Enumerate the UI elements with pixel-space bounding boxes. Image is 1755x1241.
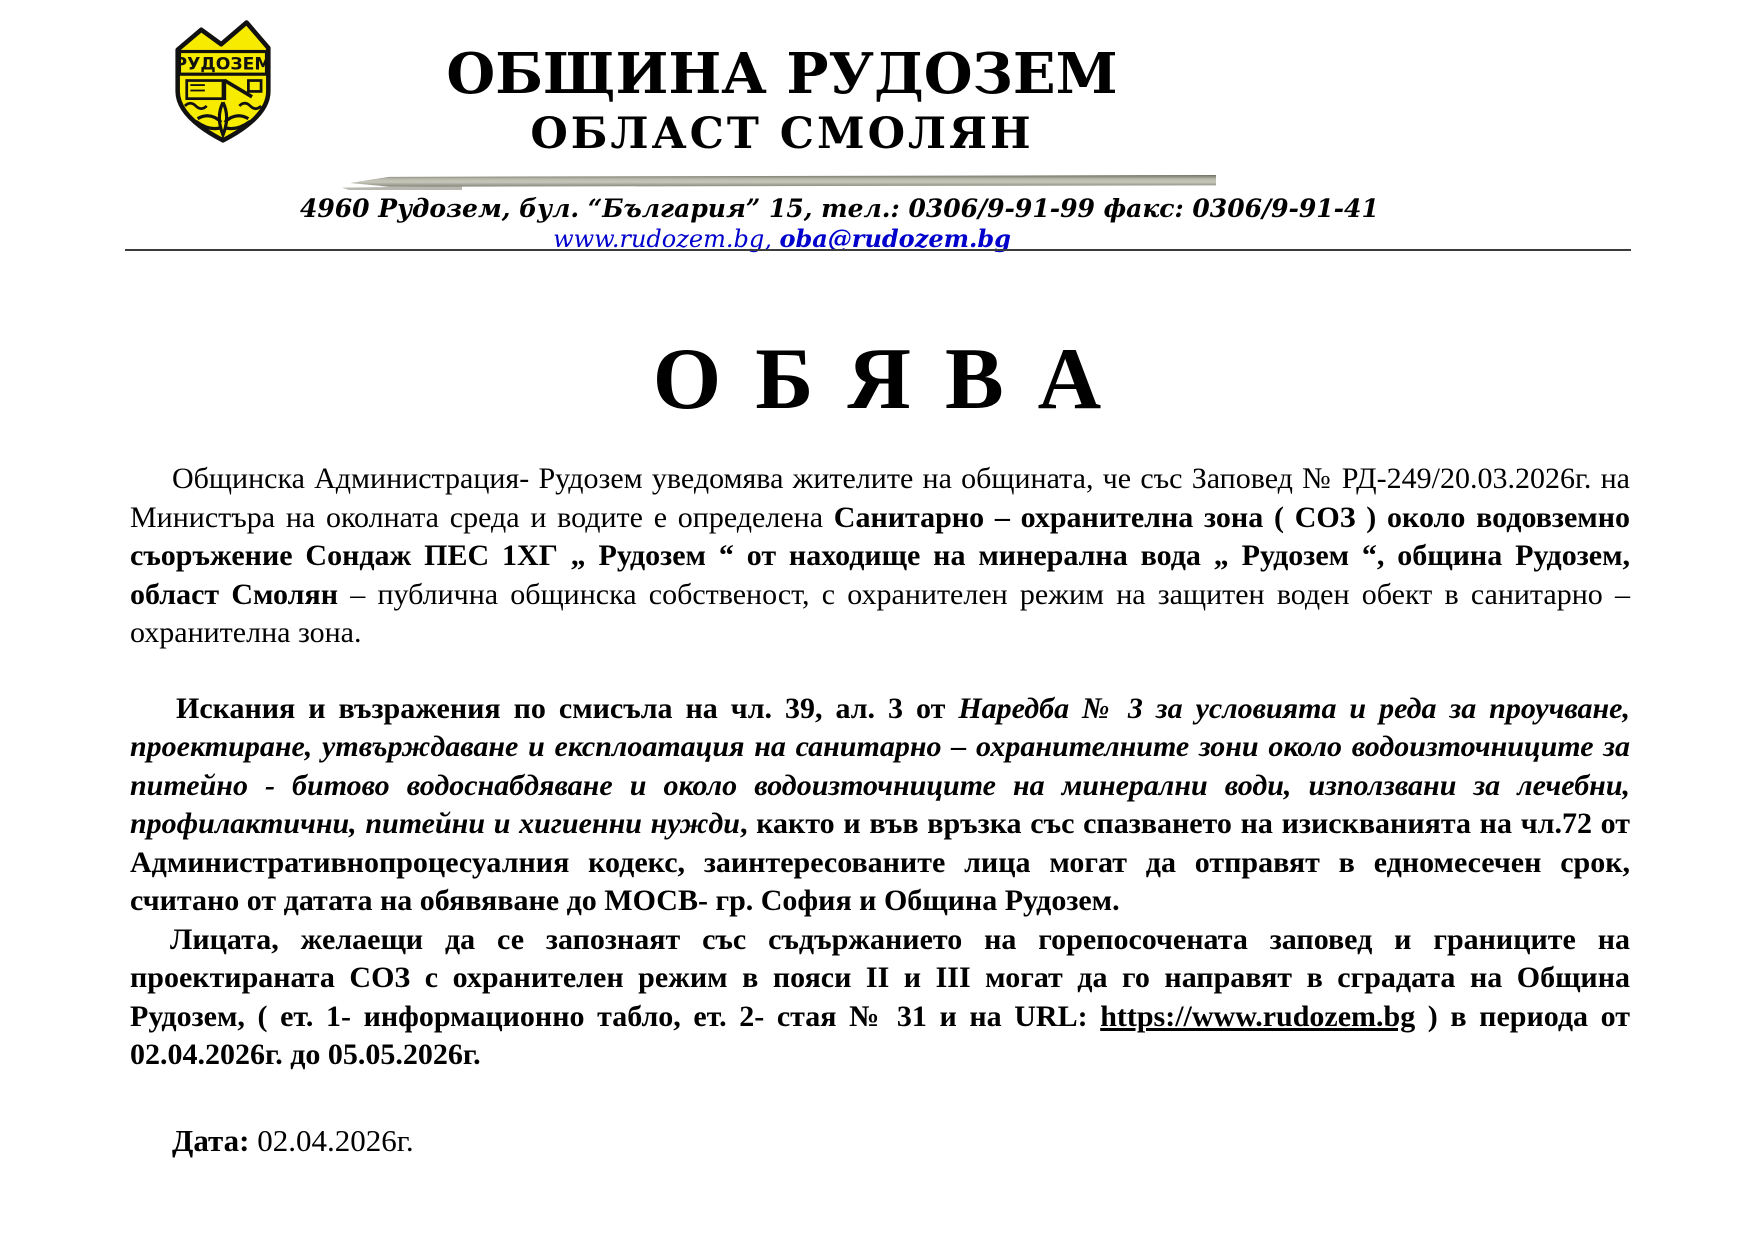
header-divider-3d xyxy=(350,175,1216,188)
crest-name-text: РУДОЗЕМ xyxy=(174,54,272,75)
municipality-crest-logo xyxy=(168,8,278,144)
rudozem-url-link[interactable]: https://www.rudozem.bg xyxy=(1100,999,1416,1033)
announcement-body xyxy=(130,460,1630,1160)
header-rule xyxy=(125,249,1631,251)
notice-text-normal-1: Общинска Администрация- Рудозем уведомява жителите на общината, че със Заповед № РД-249/20.03.2026г. на Министъра на околната среда и водите е определена xyxy=(130,462,1630,534)
paragraph-access-info xyxy=(130,921,1630,1075)
paragraph-notice xyxy=(130,460,1630,653)
notice-text-bold: Санитарно – охранителна зона ( СОЗ ) около водовземно съоръжение Сондаж ПЕС 1ХГ „ Рудозем “ от находище на минерална вода „ Рудозем “, община Рудозем, област Смолян xyxy=(130,500,1630,611)
paragraph-objections xyxy=(130,690,1630,921)
access-info-text-1: Лицата, желаещи да се запознаят със съдържанието на горепосочената заповед и границите на проектираната СОЗ с охранителен режим в пояси II и III могат да го направят в сградата на Община Рудозем, ( ет. 1- информационно табло, ет. 2- стая № 31 и на URL: xyxy=(130,922,1630,1033)
website-link[interactable]: www.rudozem.bg, xyxy=(553,225,772,253)
objections-text-2: , както и във връзка със спазването на изискванията на чл.72 от Административнопроцесуалния кодекс, заинтересованите лица могат да отправят в едномесечен срок, считано от датата на обявяване до МОСВ- гр. София и Община Рудозем. xyxy=(130,807,1631,917)
header-subtitle: ОБЛАСТ СМОЛЯН xyxy=(530,109,1034,159)
date-value: 02.04.2026г. xyxy=(249,1122,414,1158)
date-label: Дата: xyxy=(172,1122,250,1158)
crest-name-band xyxy=(175,52,272,75)
email-link[interactable]: oba@rudozem.bg xyxy=(779,224,1011,253)
announcement-title: О Б Я В А xyxy=(652,331,1108,428)
notice-text-normal-2: – публична общинска собственост, с охранителен режим на защитен воден обект в санитарно – охранителна зона. xyxy=(130,577,1630,649)
objections-regulation-italic: Наредба № 3 за условията и реда за проучване, проектиране, утвърждаване и експлоатация на санитарно – охранителните зони около водоизточниците за питейно - битово водоснабдяване и около водоизточниците на минерални води, използвани за лечебни, профилактични, питейни и хигиенни нужди xyxy=(130,691,1630,840)
header-title: ОБЩИНА РУДОЗЕМ xyxy=(446,41,1118,107)
date-line xyxy=(130,1122,1630,1161)
access-info-text-2: ) в периода от 02.04.2026г. до 05.05.2026г. xyxy=(130,999,1630,1071)
header-address: 4960 Рудозем, бул. “България” 15, тел.: 0306/9-91-99 факс: 0306/9-91-41 xyxy=(300,194,1379,223)
objections-text-1: Искания и възражения по смисъла на чл. 39, ал. 3 от xyxy=(176,691,959,725)
